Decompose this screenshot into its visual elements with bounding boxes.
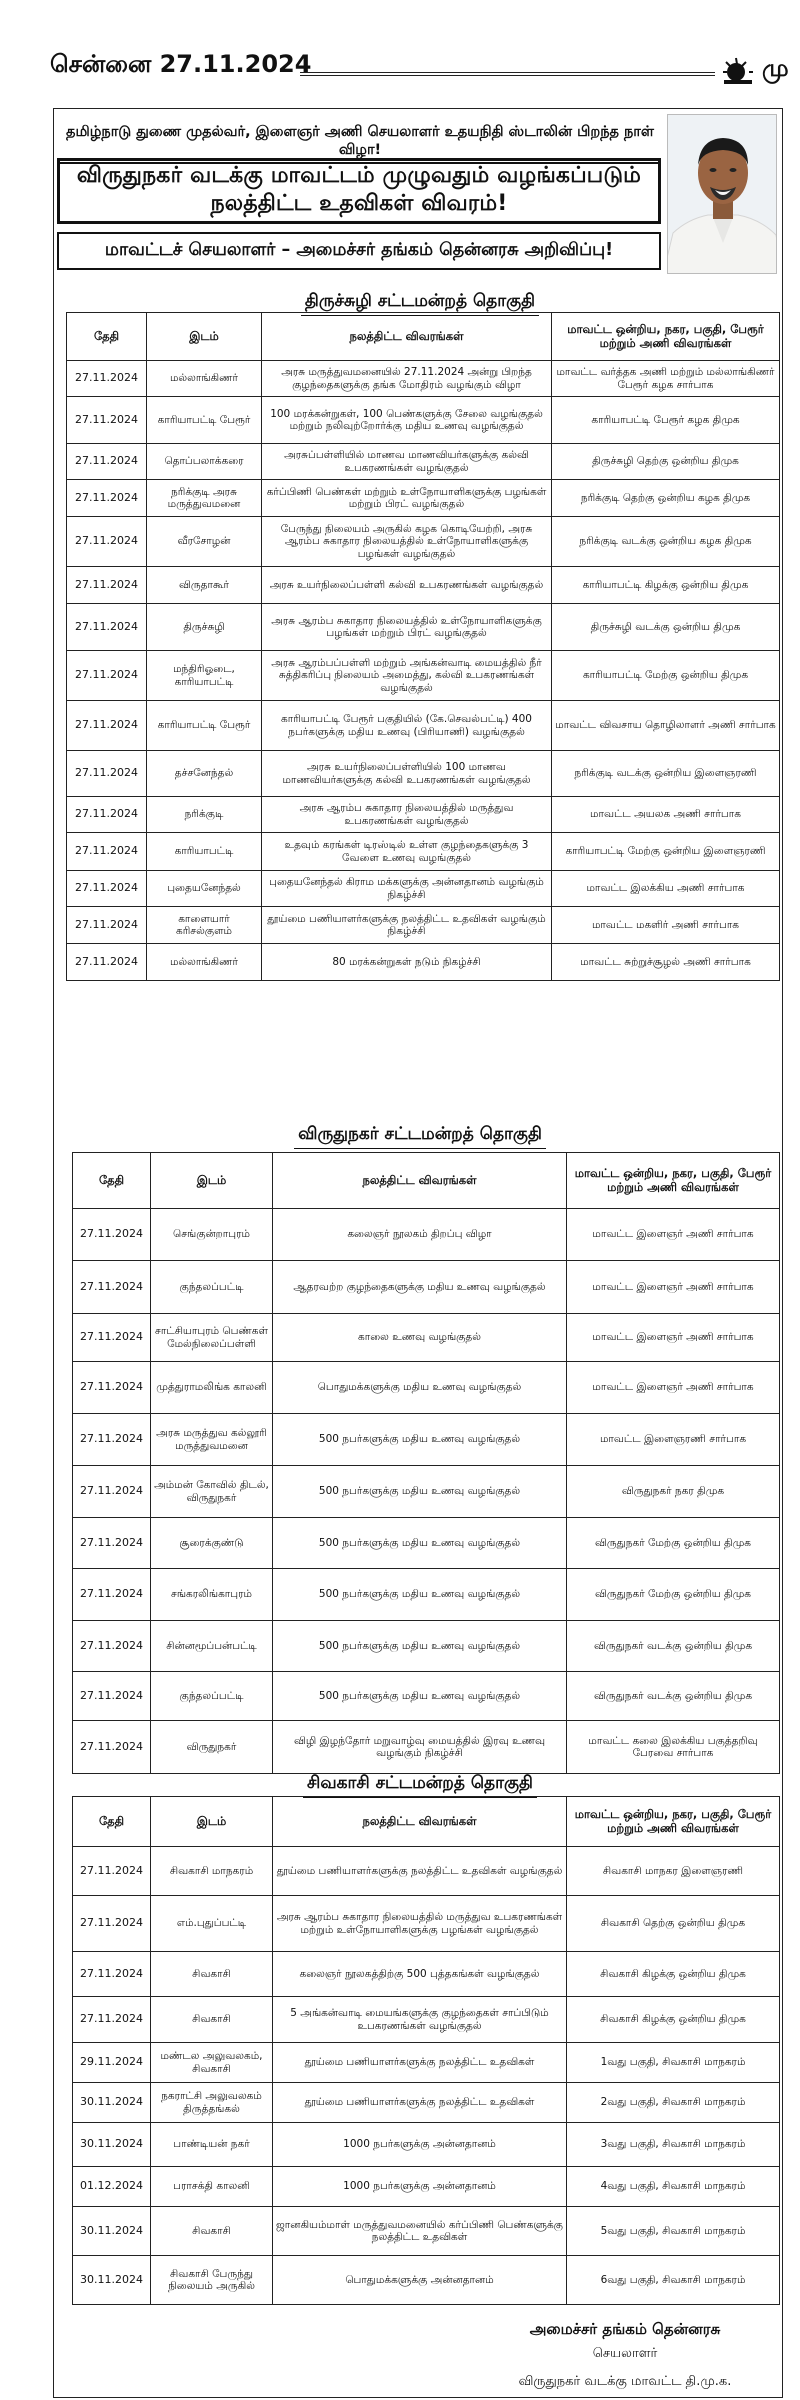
cell-date: 27.11.2024	[67, 604, 147, 651]
cell-date: 30.11.2024	[73, 2083, 151, 2123]
cell-place: சிவகாசி	[151, 1952, 273, 1997]
cell-date: 27.11.2024	[73, 1314, 151, 1362]
table-row	[67, 871, 780, 907]
signature-block	[470, 2320, 780, 2390]
cell-place: சூரைக்குண்டு	[151, 1518, 273, 1569]
cell-place: புதையனேந்தல்	[147, 871, 262, 907]
cell-org: 6வது பகுதி, சிவகாசி மாநகரம்	[567, 2256, 780, 2305]
cell-org: நரிக்குடி வடக்கு ஒன்றிய இளைஞரணி	[552, 751, 780, 797]
cell-place: காரியாபட்டி பேரூர்	[147, 397, 262, 444]
cell-date: 27.11.2024	[67, 907, 147, 944]
table-row	[67, 797, 780, 833]
cell-org: காரியாபட்டி மேற்கு ஒன்றிய இளைஞரணி	[552, 833, 780, 871]
cell-details: 1000 நபர்களுக்கு அன்னதானம்	[273, 2123, 567, 2167]
table-row	[73, 2167, 780, 2207]
signatory-name: அமைச்சர் தங்கம் தென்னரசு	[529, 2320, 721, 2338]
section-title-3: சிவகாசி சட்டமன்றத் தொகுதி	[60, 1773, 780, 1798]
table-row	[73, 1466, 780, 1518]
table-row	[73, 1209, 780, 1261]
cell-org: சிவகாசி கிழக்கு ஒன்றிய திமுக	[567, 1952, 780, 1997]
cell-details: 500 நபர்களுக்கு மதிய உணவு வழங்குதல்	[273, 1518, 567, 1569]
ad-header	[55, 110, 781, 285]
table-header-row	[73, 1797, 780, 1847]
cell-place: சிவகாசி மாநகரம்	[151, 1847, 273, 1896]
header-announcement: மாவட்டச் செயலாளர் – அமைச்சர் தங்கம் தென்னரசு அறிவிப்பு!	[57, 232, 661, 270]
cell-org: சிவகாசி தெற்கு ஒன்றிய திமுக	[567, 1896, 780, 1952]
cell-place: பராசக்தி காலனி	[151, 2167, 273, 2207]
cell-org: 5வது பகுதி, சிவகாசி மாநகரம்	[567, 2207, 780, 2256]
cell-date: 27.11.2024	[73, 1569, 151, 1621]
cell-place: தச்சனேந்தல்	[147, 751, 262, 797]
cell-details: புதையனேந்தல் கிராம மக்களுக்கு அன்னதானம் வழங்கும் நிகழ்ச்சி	[262, 871, 552, 907]
column-header-date: தேதி	[73, 1797, 151, 1847]
cell-place: நரிக்குடி அரசு மருத்துவமனை	[147, 480, 262, 517]
cell-date: 27.11.2024	[67, 751, 147, 797]
table-row	[67, 944, 780, 981]
table-row	[67, 604, 780, 651]
cell-place: வீரசோழன்	[147, 517, 262, 567]
cell-place: தொப்பலாக்கரை	[147, 444, 262, 480]
table-row	[67, 567, 780, 604]
table-row	[67, 361, 780, 397]
cell-details: காரியாபட்டி பேரூர் பகுதியில் (கே.செவல்பட்டி) 400 நபர்களுக்கு மதிய உணவு (பிரியாணி) வழங்குதல்	[262, 701, 552, 751]
header-headline: விருதுநகர் வடக்கு மாவட்டம் முழுவதும் வழங்கப்படும் நலத்திட்ட உதவிகள் விவரம்!	[57, 158, 661, 224]
section-title-2: விருதுநகர் சட்டமன்றத் தொகுதி	[60, 1124, 780, 1149]
cell-place: மல்லாங்கிணர்	[147, 944, 262, 981]
table-row	[67, 517, 780, 567]
table-row	[67, 480, 780, 517]
cell-details: 5 அங்கன்வாடி மையங்களுக்கு குழந்தைகள் சாப்பிடும் உபகரணங்கள் வழங்குதல்	[273, 1997, 567, 2043]
cell-details: 80 மரக்கன்றுகள் நடும் நிகழ்ச்சி	[262, 944, 552, 981]
table-row	[67, 651, 780, 701]
column-header-details: நலத்திட்ட விவரங்கள்	[273, 1797, 567, 1847]
table-row	[73, 1569, 780, 1621]
column-header-org: மாவட்ட ஒன்றிய, நகர, பகுதி, பேரூர் மற்றும் அணி விவரங்கள்	[567, 1797, 780, 1847]
table-row	[67, 833, 780, 871]
cell-org: காரியாபட்டி பேரூர் கழக திமுக	[552, 397, 780, 444]
cell-date: 27.11.2024	[67, 701, 147, 751]
cell-place: சிவகாசி பேருந்து நிலையம் அருகில்	[151, 2256, 273, 2305]
table-row	[73, 1314, 780, 1362]
cell-details: அரசு ஆரம்ப சுகாதார நிலையத்தில் மருத்துவ உபகரணங்கள் மற்றும் உள்நோயாளிகளுக்கு பழங்கள் வழங்குதல்	[273, 1896, 567, 1952]
table-row	[67, 751, 780, 797]
cell-date: 27.11.2024	[67, 797, 147, 833]
table-row	[73, 1952, 780, 1997]
cell-date: 27.11.2024	[73, 1261, 151, 1314]
cell-place: காரியாபட்டி	[147, 833, 262, 871]
table-row	[73, 1997, 780, 2043]
cell-details: பொதுமக்களுக்கு அன்னதானம்	[273, 2256, 567, 2305]
cell-details: கலைஞர் நூலகத்திற்கு 500 புத்தகங்கள் வழங்குதல்	[273, 1952, 567, 1997]
table-header-row	[73, 1153, 780, 1209]
column-header-place: இடம்	[151, 1153, 273, 1209]
cell-place: செங்குன்றாபுரம்	[151, 1209, 273, 1261]
cell-date: 27.11.2024	[67, 871, 147, 907]
cell-org: 1வது பகுதி, சிவகாசி மாநகரம்	[567, 2043, 780, 2083]
cell-org: 3வது பகுதி, சிவகாசி மாநகரம்	[567, 2123, 780, 2167]
table-row	[67, 907, 780, 944]
cell-org: காரியாபட்டி கிழக்கு ஒன்றிய திமுக	[552, 567, 780, 604]
cell-place: சிவகாசி	[151, 1997, 273, 2043]
cell-details: அரசு உயர்நிலைப்பள்ளியில் 100 மாணவ மாணவியர்களுக்கு கல்வி உபகரணங்கள் வழங்குதல்	[262, 751, 552, 797]
cell-details: அரசு மருத்துவமனையில் 27.11.2024 அன்று பிறந்த குழந்தைகளுக்கு தங்க மோதிரம் வழங்கும் விழா	[262, 361, 552, 397]
cell-org: விருதுநகர் மேற்கு ஒன்றிய திமுக	[567, 1518, 780, 1569]
cell-org: மாவட்ட விவசாய தொழிலாளர் அணி சார்பாக	[552, 701, 780, 751]
cell-place: சங்கரலிங்காபுரம்	[151, 1569, 273, 1621]
table-row	[73, 1414, 780, 1466]
cell-org: மாவட்ட இளைஞர் அணி சார்பாக	[567, 1209, 780, 1261]
column-header-place: இடம்	[147, 313, 262, 361]
cell-details: அரசுப்பள்ளியில் மாணவ மாணவியர்களுக்கு கல்வி உபகரணங்கள் வழங்குதல்	[262, 444, 552, 480]
cell-details: 500 நபர்களுக்கு மதிய உணவு வழங்குதல்	[273, 1672, 567, 1721]
column-header-details: நலத்திட்ட விவரங்கள்	[273, 1153, 567, 1209]
cell-details: அரசு ஆரம்பப்பள்ளி மற்றும் அங்கன்வாடி மையத்தில் நீர் சுத்திகரிப்பு நிலையம் அமைத்து, கல்வி உபகரணங்கள் வழங்குதல்	[262, 651, 552, 701]
cell-place: அம்மன் கோவில் திடல், விருதுநகர்	[151, 1466, 273, 1518]
welfare-table-sivakasi	[72, 1796, 780, 2305]
cell-details: 100 மரக்கன்றுகள், 100 பெண்களுக்கு சேலை வழங்குதல் மற்றும் நலிவுற்றோர்க்கு மதிய உணவு வழங்குதல்	[262, 397, 552, 444]
cell-date: 27.11.2024	[67, 444, 147, 480]
cell-details: கலைஞர் நூலகம் திறப்பு விழா	[273, 1209, 567, 1261]
cell-date: 27.11.2024	[67, 361, 147, 397]
table-header-row	[67, 313, 780, 361]
column-header-date: தேதி	[67, 313, 147, 361]
cell-org: மாவட்ட இலக்கிய அணி சார்பாக	[552, 871, 780, 907]
table-row	[73, 2043, 780, 2083]
masthead	[0, 0, 800, 100]
paper-name-fragment: மு	[762, 54, 789, 82]
cell-place: மந்திரிஓடை, காரியாபட்டி	[147, 651, 262, 701]
table-row	[73, 2256, 780, 2305]
table-row	[67, 397, 780, 444]
column-header-org: மாவட்ட ஒன்றிய, நகர, பகுதி, பேரூர் மற்றும் அணி விவரங்கள்	[567, 1153, 780, 1209]
minister-photo	[667, 114, 777, 274]
cell-details: 500 நபர்களுக்கு மதிய உணவு வழங்குதல்	[273, 1621, 567, 1672]
cell-details: அரசு ஆரம்ப சுகாதார நிலையத்தில் மருத்துவ உபகரணங்கள் வழங்குதல்	[262, 797, 552, 833]
cell-org: சிவகாசி கிழக்கு ஒன்றிய திமுக	[567, 1997, 780, 2043]
sun-logo-icon	[722, 56, 754, 86]
cell-place: மல்லாங்கிணர்	[147, 361, 262, 397]
table-row	[73, 2123, 780, 2167]
cell-details: தூய்மை பணியாளர்களுக்கு நலத்திட்ட உதவிகள் வழங்கும் நிகழ்ச்சி	[262, 907, 552, 944]
cell-date: 27.11.2024	[73, 1362, 151, 1414]
column-header-details: நலத்திட்ட விவரங்கள்	[262, 313, 552, 361]
cell-details: 500 நபர்களுக்கு மதிய உணவு வழங்குதல்	[273, 1569, 567, 1621]
signatory-role: செயலாளர்	[592, 2346, 658, 2361]
cell-org: மாவட்ட இளைஞர் அணி சார்பாக	[567, 1362, 780, 1414]
cell-place: அரசு மருத்துவ கல்லூரி மருத்துவமனை	[151, 1414, 273, 1466]
cell-date: 27.11.2024	[67, 651, 147, 701]
cell-date: 30.11.2024	[73, 2123, 151, 2167]
cell-place: குந்தலப்பட்டி	[151, 1261, 273, 1314]
cell-details: தூய்மை பணியாளர்களுக்கு நலத்திட்ட உதவிகள்	[273, 2083, 567, 2123]
cell-org: நரிக்குடி வடக்கு ஒன்றிய கழக திமுக	[552, 517, 780, 567]
table-row	[67, 701, 780, 751]
cell-org: மாவட்ட இளைஞர் அணி சார்பாக	[567, 1314, 780, 1362]
cell-org: மாவட்ட கலை இலக்கிய பகுத்தறிவு பேரவை சார்பாக	[567, 1721, 780, 1774]
table-row	[73, 1847, 780, 1896]
cell-date: 27.11.2024	[73, 1414, 151, 1466]
cell-details: அரசு உயர்நிலைப்பள்ளி கல்வி உபகரணங்கள் வழங்குதல்	[262, 567, 552, 604]
cell-details: உதவும் கரங்கள் டிரஸ்டில் உள்ள குழந்தைகளுக்கு 3 வேளை உணவு வழங்குதல்	[262, 833, 552, 871]
cell-date: 27.11.2024	[73, 1952, 151, 1997]
cell-place: முத்துராமலிங்க காலனி	[151, 1362, 273, 1414]
cell-place: நரிக்குடி	[147, 797, 262, 833]
cell-date: 27.11.2024	[67, 397, 147, 444]
cell-details: ஆதரவற்ற குழந்தைகளுக்கு மதிய உணவு வழங்குதல்	[273, 1261, 567, 1314]
cell-details: அரசு ஆரம்ப சுகாதார நிலையத்தில் உள்நோயாளிகளுக்கு பழங்கள் மற்றும் பிரட் வழங்குதல்	[262, 604, 552, 651]
table-row	[73, 2083, 780, 2123]
table-row	[73, 2207, 780, 2256]
cell-org: நரிக்குடி தெற்கு ஒன்றிய கழக திமுக	[552, 480, 780, 517]
cell-org: 4வது பகுதி, சிவகாசி மாநகரம்	[567, 2167, 780, 2207]
cell-org: விருதுநகர் வடக்கு ஒன்றிய திமுக	[567, 1621, 780, 1672]
header-line-1: தமிழ்நாடு துணை முதல்வர், இளைஞர் அணி செயலாளர் உதயநிதி ஸ்டாலின் பிறந்த நாள் விழா!	[59, 124, 661, 164]
table-row	[73, 1672, 780, 1721]
table-row	[73, 1621, 780, 1672]
cell-details: விழி இழந்தோர் மறுவாழ்வு மையத்தில் இரவு உணவு வழங்கும் நிகழ்ச்சி	[273, 1721, 567, 1774]
cell-place: சாட்சியாபுரம் பெண்கள் மேல்நிலைப்பள்ளி	[151, 1314, 273, 1362]
cell-details: தூய்மை பணியாளர்களுக்கு நலத்திட்ட உதவிகள் வழங்குதல்	[273, 1847, 567, 1896]
cell-place: மண்டல அலுவலகம், சிவகாசி	[151, 2043, 273, 2083]
cell-org: சிவகாசி மாநகர இளைஞரணி	[567, 1847, 780, 1896]
cell-org: மாவட்ட இளைஞர் அணி சார்பாக	[567, 1261, 780, 1314]
cell-org: திருச்சுழி வடக்கு ஒன்றிய திமுக	[552, 604, 780, 651]
table-row	[73, 1896, 780, 1952]
cell-date: 30.11.2024	[73, 2256, 151, 2305]
cell-date: 27.11.2024	[73, 1518, 151, 1569]
cell-details: காலை உணவு வழங்குதல்	[273, 1314, 567, 1362]
cell-date: 27.11.2024	[67, 833, 147, 871]
column-header-org: மாவட்ட ஒன்றிய, நகர, பகுதி, பேரூர் மற்றும் அணி விவரங்கள்	[552, 313, 780, 361]
city-date: சென்னை 27.11.2024	[50, 50, 312, 78]
column-header-place: இடம்	[151, 1797, 273, 1847]
cell-details: பேருந்து நிலையம் அருகில் கழக கொடியேற்றி, அரசு ஆரம்ப சுகாதார நிலையத்தில் உள்நோயாளிகளுக்கு பழங்கள் வழங்குதல்	[262, 517, 552, 567]
cell-place: சின்னமூப்பன்பட்டி	[151, 1621, 273, 1672]
table-row	[67, 444, 780, 480]
cell-place: நகராட்சி அலுவலகம் திருத்தங்கல்	[151, 2083, 273, 2123]
cell-place: காரியாபட்டி பேரூர்	[147, 701, 262, 751]
cell-details: தூய்மை பணியாளர்களுக்கு நலத்திட்ட உதவிகள்	[273, 2043, 567, 2083]
cell-org: திருச்சுழி தெற்கு ஒன்றிய திமுக	[552, 444, 780, 480]
cell-org: மாவட்ட இளைஞரணி சார்பாக	[567, 1414, 780, 1466]
cell-place: எம்.புதுப்பட்டி	[151, 1896, 273, 1952]
cell-date: 27.11.2024	[73, 1847, 151, 1896]
cell-place: விருதாகூர்	[147, 567, 262, 604]
cell-date: 27.11.2024	[73, 1621, 151, 1672]
cell-date: 27.11.2024	[73, 1209, 151, 1261]
cell-place: திருச்சுழி	[147, 604, 262, 651]
cell-date: 27.11.2024	[67, 517, 147, 567]
cell-place: குந்தலப்பட்டி	[151, 1672, 273, 1721]
cell-details: ஜானகியம்மாள் மருத்துவமனையில் கர்ப்பிணி பெண்களுக்கு நலத்திட்ட உதவிகள்	[273, 2207, 567, 2256]
table-row	[73, 1518, 780, 1569]
cell-org: விருதுநகர் வடக்கு ஒன்றிய திமுக	[567, 1672, 780, 1721]
masthead-divider	[300, 72, 715, 76]
cell-date: 27.11.2024	[73, 1672, 151, 1721]
cell-org: விருதுநகர் மேற்கு ஒன்றிய திமுக	[567, 1569, 780, 1621]
cell-details: 1000 நபர்களுக்கு அன்னதானம்	[273, 2167, 567, 2207]
cell-date: 27.11.2024	[73, 1896, 151, 1952]
cell-org: மாவட்ட சுற்றுச்சூழல் அணி சார்பாக	[552, 944, 780, 981]
cell-date: 27.11.2024	[73, 1997, 151, 2043]
cell-org: மாவட்ட அயலக அணி சார்பாக	[552, 797, 780, 833]
welfare-table-virudhunagar	[72, 1152, 780, 1774]
cell-details: பொதுமக்களுக்கு மதிய உணவு வழங்குதல்	[273, 1362, 567, 1414]
cell-details: 500 நபர்களுக்கு மதிய உணவு வழங்குதல்	[273, 1466, 567, 1518]
cell-org: காரியாபட்டி மேற்கு ஒன்றிய திமுக	[552, 651, 780, 701]
table-row	[73, 1721, 780, 1774]
cell-date: 27.11.2024	[67, 567, 147, 604]
cell-place: பாண்டியன் நகர்	[151, 2123, 273, 2167]
section-title-1: திருச்சுழி சட்டமன்றத் தொகுதி	[60, 291, 780, 316]
welfare-table-tiruchuli	[66, 312, 780, 981]
cell-details: 500 நபர்களுக்கு மதிய உணவு வழங்குதல்	[273, 1414, 567, 1466]
cell-date: 30.11.2024	[73, 2207, 151, 2256]
cell-date: 27.11.2024	[67, 480, 147, 517]
cell-date: 01.12.2024	[73, 2167, 151, 2207]
cell-date: 27.11.2024	[73, 1466, 151, 1518]
cell-date: 27.11.2024	[67, 944, 147, 981]
cell-org: மாவட்ட மகளிர் அணி சார்பாக	[552, 907, 780, 944]
cell-org: 2வது பகுதி, சிவகாசி மாநகரம்	[567, 2083, 780, 2123]
cell-place: விருதுநகர்	[151, 1721, 273, 1774]
table-row	[73, 1261, 780, 1314]
cell-org: விருதுநகர் நகர திமுக	[567, 1466, 780, 1518]
column-header-date: தேதி	[73, 1153, 151, 1209]
signatory-org: விருதுநகர் வடக்கு மாவட்ட தி.மு.க.	[518, 2374, 732, 2389]
cell-place: சிவகாசி	[151, 2207, 273, 2256]
cell-details: கர்ப்பிணி பெண்கள் மற்றும் உள்நோயாளிகளுக்கு பழங்கள் மற்றும் பிரட் வழங்குதல்	[262, 480, 552, 517]
cell-place: காளையார் கரிசல்குளம்	[147, 907, 262, 944]
cell-org: மாவட்ட வர்த்தக அணி மற்றும் மல்லாங்கிணர் பேரூர் கழக சார்பாக	[552, 361, 780, 397]
cell-date: 27.11.2024	[73, 1721, 151, 1774]
table-row	[73, 1362, 780, 1414]
cell-date: 29.11.2024	[73, 2043, 151, 2083]
